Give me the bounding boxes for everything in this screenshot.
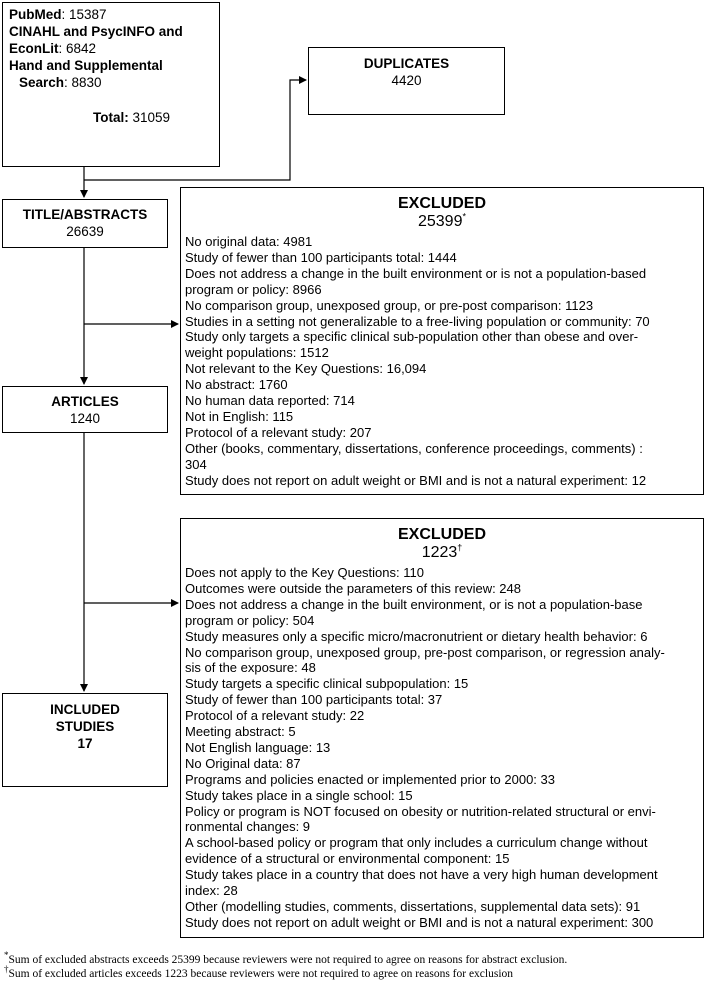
exclusion-reason: Not relevant to the Key Questions: 16,094 <box>185 361 427 377</box>
exclusion-reason: Study targets a specific clinical subpopulation: 15 <box>185 676 469 692</box>
exclusion-reason: Study does not report on adult weight or BMI and is not a natural experiment: 12 <box>185 472 647 488</box>
exclusion-reason: weight populations: 1512 <box>185 345 329 361</box>
asterisk-marker: * <box>462 211 466 222</box>
included-label-1: INCLUDED <box>50 702 120 717</box>
footnote-articles: †Sum of excluded articles exceeds 1223 because reviewers were not required to agree on reasons for exclusion <box>4 964 514 980</box>
exclusion-reason: No abstract: 1760 <box>185 377 288 393</box>
exclusion-reason: Other (modelling studies, comments, dissertations, supplemental data sets): 91 <box>185 898 641 914</box>
duplicates-value: 4420 <box>391 73 422 88</box>
exclusion-reason: Does not apply to the Key Questions: 110 <box>185 565 424 580</box>
exclusion-reason: ronmental changes: 9 <box>185 819 311 835</box>
exclusion-reason: No comparison group, unexposed group, pre-post comparison, or regression analy- <box>185 644 665 660</box>
included-label-2: STUDIES <box>55 719 115 734</box>
sources-box <box>2 2 220 167</box>
exclusion-reason: Meeting abstract: 5 <box>185 724 296 739</box>
exclusion-reason: Studies in a setting not generalizable to a free-living population or community: 70 <box>185 313 650 329</box>
exclusion-reason: program or policy: 504 <box>185 612 315 628</box>
total-line: Total: 31059 <box>93 110 171 125</box>
excluded-articles-label: EXCLUDED <box>397 526 486 543</box>
exclusion-reason: evidence of a structural or environmental component: 15 <box>185 851 510 867</box>
exclusion-reason: Other (books, commentary, dissertations, conference proceedings, comments) : <box>185 440 643 456</box>
excluded-articles-count: 1223† <box>421 542 463 561</box>
exclusion-reason: No original data: 4981 <box>185 234 313 249</box>
title-abstracts-value: 26639 <box>66 224 104 239</box>
exclusion-reason: No Original data: 87 <box>185 755 301 771</box>
pubmed-line: PubMed: 15387 <box>9 7 107 22</box>
duplicates-box <box>308 47 505 115</box>
exclusion-reason: Outcomes were outside the parameters of this review: 248 <box>185 580 521 596</box>
duplicates-label: DUPLICATES <box>363 56 450 71</box>
exclusion-reason: Does not address a change in the built environment, or is not a population-base <box>185 596 643 612</box>
exclusion-reason: No human data reported: 714 <box>185 393 355 408</box>
exclusion-reason: Study takes place in a single school: 15 <box>185 787 413 803</box>
articles-value: 1240 <box>69 411 101 426</box>
included-value: 17 <box>77 736 93 751</box>
exclusion-reason: Not in English: 115 <box>185 408 294 424</box>
dagger-marker: † <box>457 542 463 553</box>
title-abstracts-label: TITLE/ABSTRACTS <box>22 207 148 222</box>
cinahl-line-2: EconLit: 6842 <box>9 41 97 56</box>
cinahl-line-1: CINAHL and PsycINFO and <box>9 24 183 39</box>
exclusion-reason: Protocol of a relevant study: 207 <box>185 424 372 440</box>
excluded-abstracts-count: 25399* <box>417 211 466 230</box>
exclusion-reason: program or policy: 8966 <box>185 281 322 297</box>
exclusion-reason: Protocol of a relevant study: 22 <box>185 708 365 724</box>
exclusion-reason: Does not address a change in the built environment or is not a population-based <box>185 265 647 281</box>
exclusion-reason: Study does not report on adult weight or BMI and is not a natural experiment: 300 <box>185 914 654 930</box>
exclusion-reason: Programs and policies enacted or implemented prior to 2000: 33 <box>185 771 555 787</box>
exclusion-reason: Policy or program is NOT focused on obesity or nutrition-related structural or envi- <box>185 803 656 819</box>
footnote-abstracts: *Sum of excluded abstracts exceeds 25399 because reviewers were not required to agree on reasons for abstract exclusion. <box>4 950 568 966</box>
hand-search-line-2: Search: 8830 <box>19 75 102 90</box>
exclusion-reason: Study of fewer than 100 participants total: 37 <box>185 692 443 708</box>
excluded-abstracts-label: EXCLUDED <box>397 195 486 212</box>
exclusion-reason: Not English language: 13 <box>185 739 331 755</box>
title-abstracts-box <box>2 199 168 248</box>
articles-label: ARTICLES <box>51 394 119 409</box>
exclusion-reason: A school-based policy or program that only includes a curriculum change without <box>185 835 648 851</box>
exclusion-reason: Study of fewer than 100 participants total: 1444 <box>185 249 457 265</box>
exclusion-reason: 304 <box>185 456 207 472</box>
exclusion-reason: No comparison group, unexposed group, or pre-post comparison: 1123 <box>185 297 594 313</box>
hand-search-line-1: Hand and Supplemental <box>9 58 163 73</box>
exclusion-reason: sis of the exposure: 48 <box>185 660 316 676</box>
articles-box <box>2 386 168 433</box>
exclusion-reason: Study measures only a specific micro/macronutrient or dietary health behavior: 6 <box>185 628 648 644</box>
included-studies-box <box>2 693 168 787</box>
exclusion-reason: index: 28 <box>185 883 238 898</box>
exclusion-reason: Study only targets a specific clinical sub-population other than obese and over- <box>185 329 639 345</box>
excluded-articles-box <box>180 518 704 938</box>
exclusion-reason: Study takes place in a country that does not have a very high human development <box>185 867 658 883</box>
excluded-abstracts-box <box>180 187 704 495</box>
